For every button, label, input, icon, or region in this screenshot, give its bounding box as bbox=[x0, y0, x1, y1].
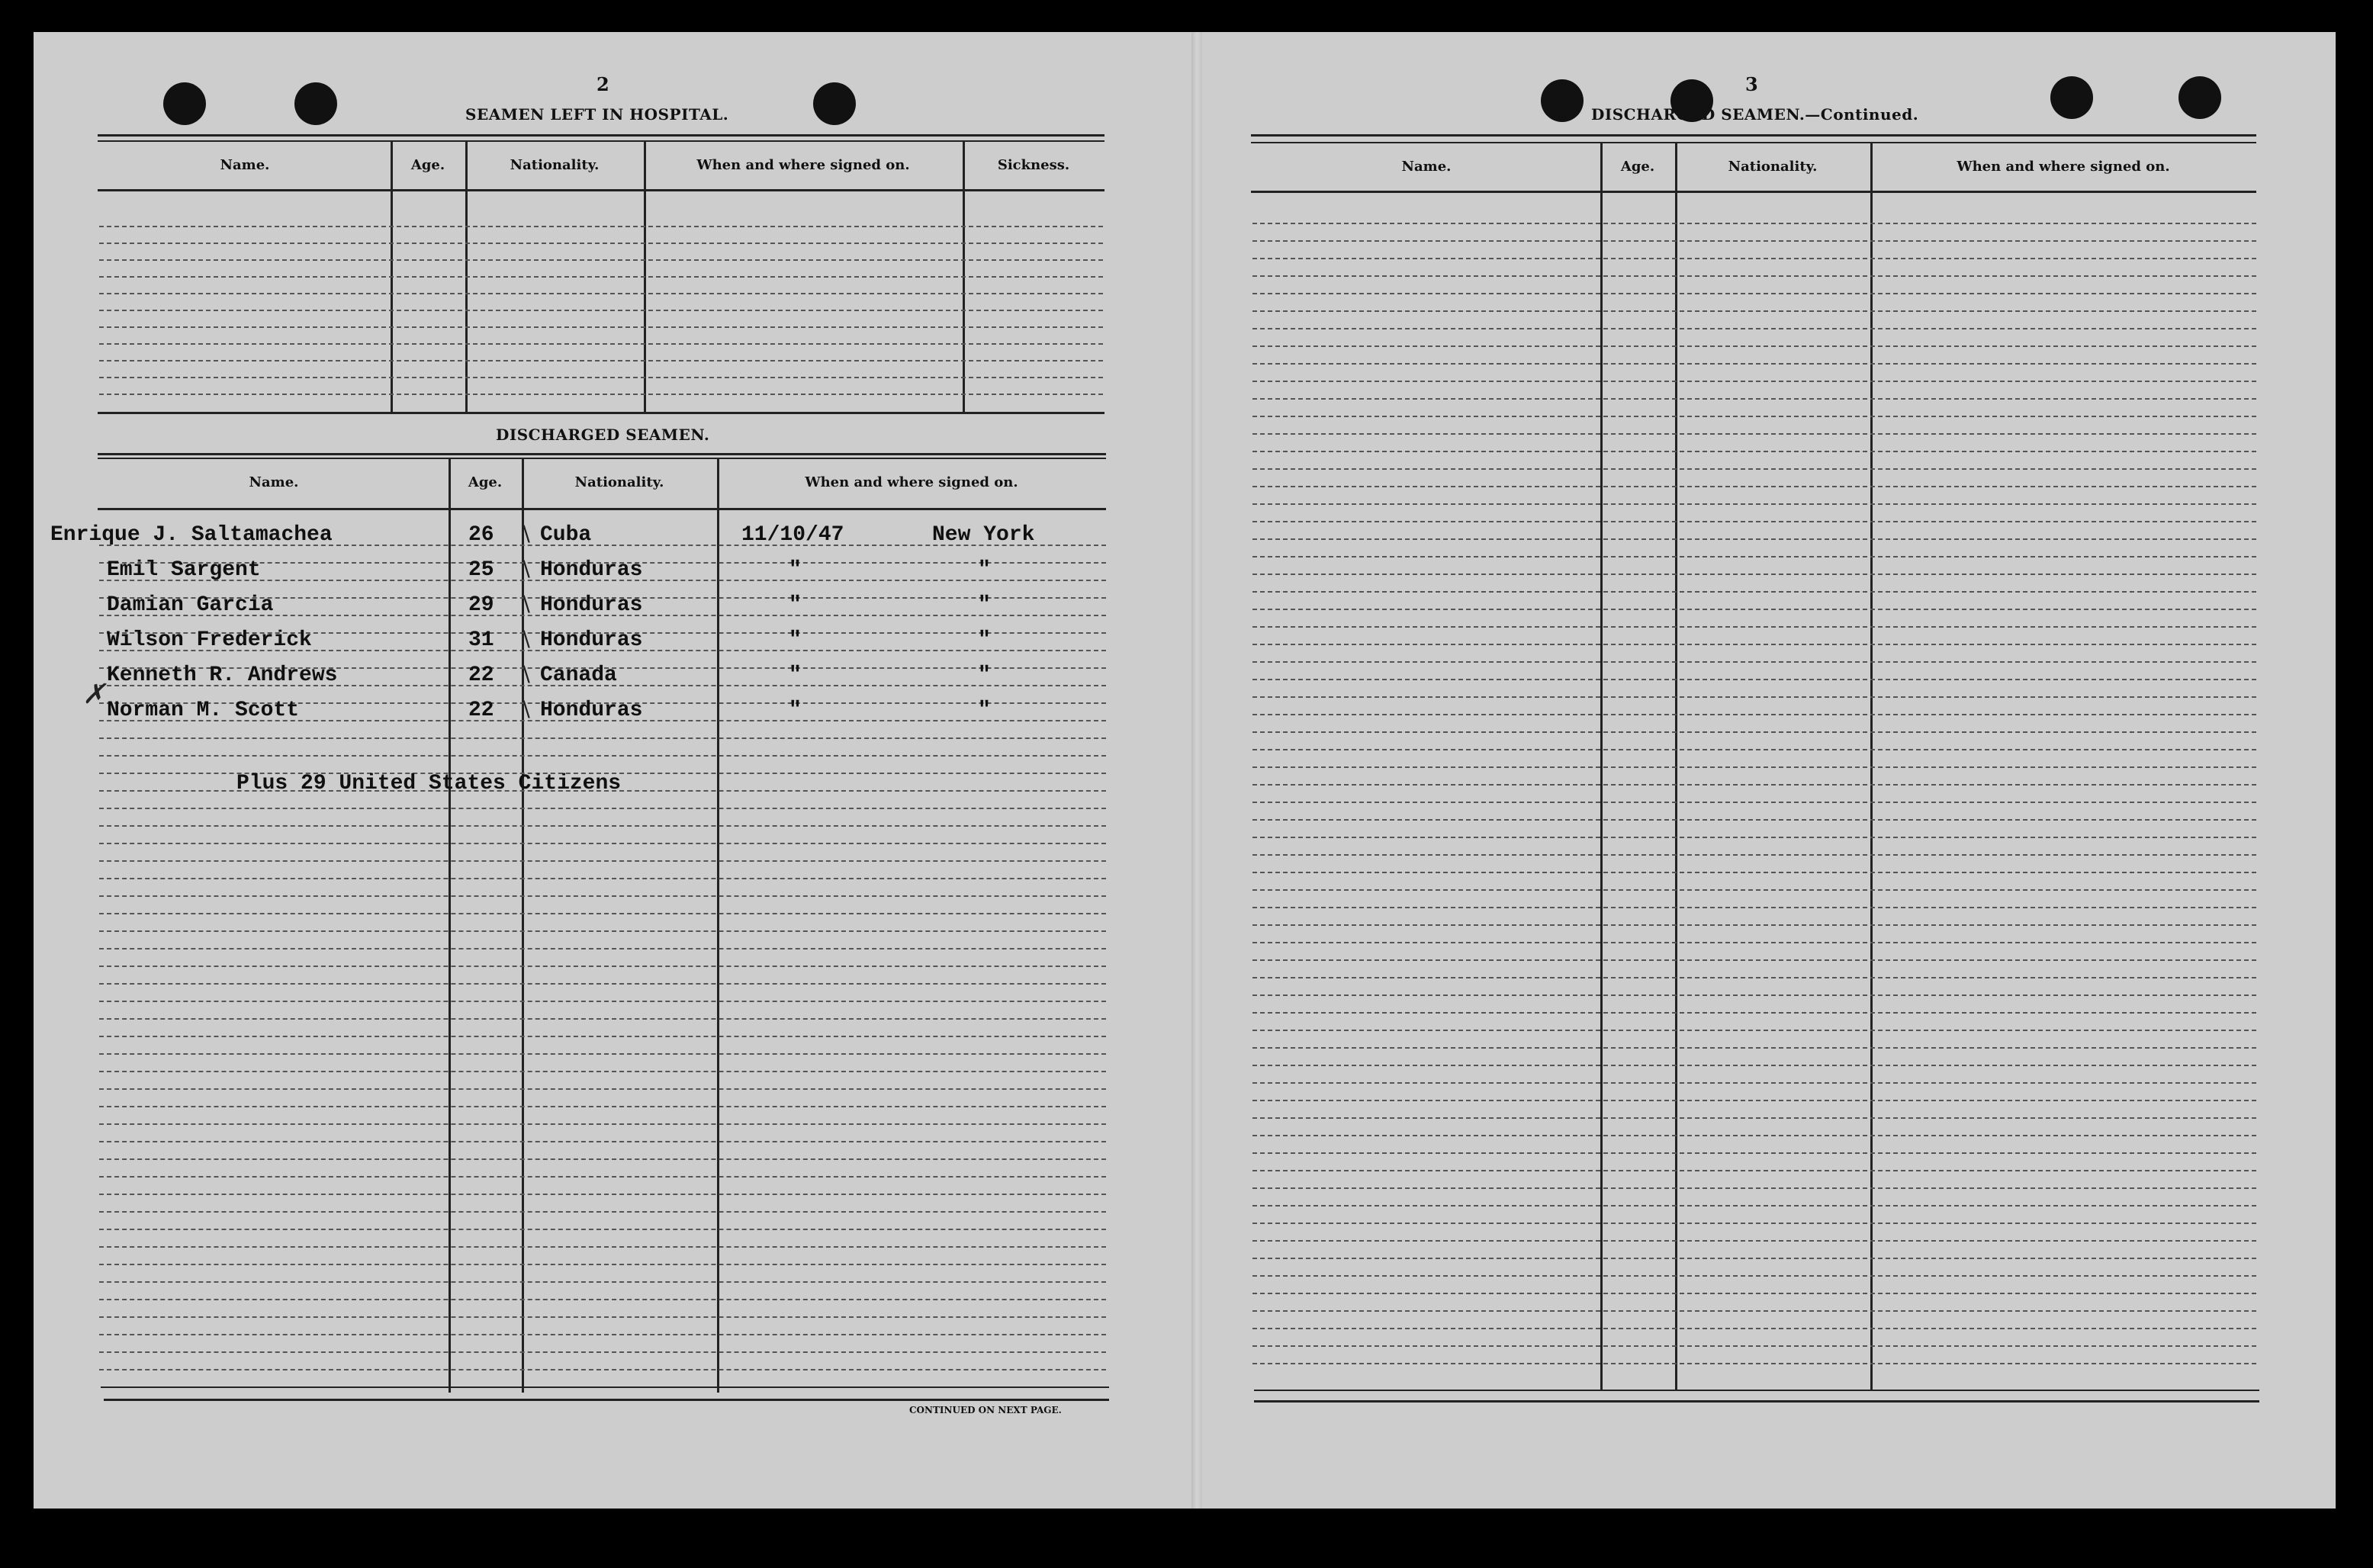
ruled-line bbox=[1252, 1223, 2256, 1224]
signed-on-date: " bbox=[789, 628, 802, 652]
ruled-line bbox=[1252, 714, 2256, 715]
column-header: When and where signed on. bbox=[1957, 159, 2170, 175]
ruled-line bbox=[1252, 363, 2256, 365]
discharged-bottom-rule bbox=[101, 1386, 1109, 1388]
ruled-line bbox=[1252, 1135, 2256, 1136]
ruled-line bbox=[1252, 398, 2256, 400]
ruled-line bbox=[99, 360, 1103, 361]
ruled-line bbox=[1252, 591, 2256, 593]
ruled-line bbox=[1252, 1363, 2256, 1364]
ruled-line bbox=[1252, 837, 2256, 838]
ruled-line bbox=[99, 895, 1106, 897]
ruled-line bbox=[1252, 1310, 2256, 1312]
signed-on-place: " bbox=[978, 664, 991, 687]
ruled-line bbox=[99, 1141, 1106, 1142]
signed-on-place: " bbox=[978, 593, 991, 617]
ruled-line bbox=[1252, 1328, 2256, 1329]
seaman-nationality: Honduras bbox=[540, 558, 643, 582]
seaman-name: Kenneth R. Andrews bbox=[107, 664, 338, 687]
ruled-line bbox=[1252, 328, 2256, 329]
ruled-line bbox=[1252, 275, 2256, 277]
ruled-line bbox=[1252, 977, 2256, 978]
ruled-line bbox=[1252, 1240, 2256, 1242]
tick-mark: ∖ bbox=[519, 627, 532, 652]
ruled-line bbox=[1252, 889, 2256, 891]
seaman-age: 22 bbox=[468, 664, 494, 687]
ruled-line bbox=[1252, 1047, 2256, 1049]
ruled-line bbox=[99, 843, 1106, 844]
ruled-line bbox=[99, 1246, 1106, 1248]
ruled-line bbox=[99, 1299, 1106, 1300]
ruled-line bbox=[1252, 784, 2256, 786]
ruled-line bbox=[1252, 451, 2256, 452]
discharged-heading: DISCHARGED SEAMEN. bbox=[496, 426, 710, 444]
ruled-line bbox=[99, 326, 1103, 328]
ruled-line bbox=[99, 226, 1103, 227]
column-header: Name. bbox=[1401, 159, 1452, 175]
seaman-name: Damian Garcia bbox=[107, 593, 274, 617]
ruled-line bbox=[1252, 924, 2256, 926]
ruled-line bbox=[1252, 731, 2256, 733]
ruled-line bbox=[99, 1229, 1106, 1230]
ruled-line bbox=[99, 1036, 1106, 1037]
ruled-line bbox=[99, 1123, 1106, 1125]
signed-on-place: " bbox=[978, 628, 991, 652]
page-fold bbox=[1191, 32, 1202, 1509]
signed-on-date: " bbox=[789, 593, 802, 617]
ruled-line bbox=[1252, 907, 2256, 908]
seaman-age: 22 bbox=[468, 699, 494, 722]
punch-hole bbox=[294, 82, 337, 125]
ruled-line bbox=[99, 825, 1106, 827]
ruled-line bbox=[1252, 1030, 2256, 1031]
left-page-number: 2 bbox=[596, 73, 609, 95]
ruled-line bbox=[99, 930, 1106, 932]
ruled-line bbox=[99, 755, 1106, 757]
punch-hole bbox=[813, 82, 856, 125]
ruled-line bbox=[99, 1071, 1106, 1072]
ruled-line bbox=[1252, 416, 2256, 417]
ruled-line bbox=[99, 737, 1106, 739]
ruled-line bbox=[99, 1106, 1106, 1107]
signed-on-place: " bbox=[978, 699, 991, 722]
discharged-bottom-rule-2 bbox=[104, 1399, 1109, 1401]
seaman-name: Wilson Frederick bbox=[107, 628, 312, 652]
ruled-line bbox=[1252, 1258, 2256, 1259]
ruled-line bbox=[99, 1194, 1106, 1195]
ruled-line bbox=[1252, 521, 2256, 522]
column-header: Nationality. bbox=[574, 474, 664, 490]
ruled-line bbox=[99, 1351, 1106, 1353]
seaman-nationality: Canada bbox=[540, 664, 617, 687]
ruled-line bbox=[1252, 1275, 2256, 1277]
ruled-line bbox=[1252, 381, 2256, 382]
seaman-age: 25 bbox=[468, 558, 494, 582]
ruled-line bbox=[1252, 1082, 2256, 1084]
ruled-line bbox=[99, 243, 1103, 244]
ruled-line bbox=[99, 913, 1106, 914]
ruled-line bbox=[1252, 258, 2256, 259]
ruled-line bbox=[99, 1088, 1106, 1090]
ruled-line bbox=[99, 948, 1106, 949]
ruled-line bbox=[99, 1176, 1106, 1178]
hospital-header-rule bbox=[98, 140, 1105, 142]
ruled-line bbox=[1252, 942, 2256, 943]
right-bottom-rule bbox=[1254, 1390, 2259, 1391]
column-header: Age. bbox=[1620, 159, 1655, 175]
ruled-line bbox=[1252, 661, 2256, 663]
hospital-subheader-rule bbox=[98, 189, 1105, 191]
discharged-header-rule bbox=[98, 458, 1106, 459]
ruled-line bbox=[1252, 679, 2256, 680]
punch-hole bbox=[2178, 76, 2221, 119]
punch-hole bbox=[1541, 79, 1584, 122]
ruled-line bbox=[1252, 1117, 2256, 1119]
right-page-number: 3 bbox=[1745, 73, 1758, 95]
ruled-line bbox=[99, 860, 1106, 862]
ruled-line bbox=[99, 1158, 1106, 1160]
ruled-line bbox=[1252, 345, 2256, 347]
ruled-line bbox=[1252, 644, 2256, 645]
ruled-line bbox=[1252, 766, 2256, 768]
ruled-line bbox=[1252, 1293, 2256, 1294]
ruled-line bbox=[1252, 503, 2256, 505]
seaman-age: 31 bbox=[468, 628, 494, 652]
tick-mark: ∖ bbox=[519, 557, 532, 582]
ruled-line bbox=[1252, 1187, 2256, 1189]
discharged-top-rule bbox=[98, 453, 1106, 455]
ruled-line bbox=[99, 259, 1103, 261]
ruled-line bbox=[99, 1281, 1106, 1283]
seaman-age: 29 bbox=[468, 593, 494, 617]
punch-hole bbox=[2050, 76, 2093, 119]
seaman-name: Norman M. Scott bbox=[107, 699, 300, 722]
ruled-line bbox=[99, 276, 1103, 278]
seaman-name: Emil Sargent bbox=[107, 558, 261, 582]
ruled-line bbox=[99, 394, 1103, 395]
tick-mark: ∖ bbox=[519, 697, 532, 722]
ruled-line bbox=[1252, 556, 2256, 557]
signed-on-date: " bbox=[789, 699, 802, 722]
ruled-line bbox=[99, 1018, 1106, 1020]
ruled-line bbox=[1252, 293, 2256, 294]
ruled-line bbox=[1252, 854, 2256, 856]
column-header: Nationality. bbox=[1728, 159, 1818, 175]
continued-footer: CONTINUED ON NEXT PAGE. bbox=[909, 1405, 1062, 1415]
ruled-line bbox=[99, 1316, 1106, 1318]
seaman-age: 26 bbox=[468, 523, 494, 547]
right-header-rule bbox=[1251, 142, 2256, 143]
ruled-line bbox=[1252, 574, 2256, 575]
right-heading: DISCHARGED SEAMEN.—Continued. bbox=[1591, 105, 1919, 124]
ruled-line bbox=[1252, 1345, 2256, 1347]
seaman-nationality: Honduras bbox=[540, 593, 643, 617]
signed-on-date: 11/10/47 bbox=[741, 523, 844, 547]
ruled-line bbox=[1252, 802, 2256, 803]
ruled-line bbox=[99, 1001, 1106, 1002]
column-header: Age. bbox=[410, 157, 445, 173]
right-bottom-rule-2 bbox=[1254, 1400, 2259, 1403]
discharged-subheader-rule bbox=[98, 508, 1106, 510]
ruled-line bbox=[99, 377, 1103, 378]
ruled-line bbox=[1252, 538, 2256, 540]
ruled-line bbox=[1252, 223, 2256, 224]
ruled-line bbox=[1252, 749, 2256, 750]
column-header: Name. bbox=[220, 157, 270, 173]
column-header: Name. bbox=[249, 474, 299, 490]
ruled-line bbox=[99, 1053, 1106, 1055]
seaman-nationality: Honduras bbox=[540, 699, 643, 722]
ruled-line bbox=[1252, 994, 2256, 996]
right-subheader-rule bbox=[1251, 191, 2256, 193]
hospital-bottom-rule bbox=[98, 412, 1105, 414]
seaman-nationality: Cuba bbox=[540, 523, 592, 547]
ruled-line bbox=[99, 343, 1103, 345]
ruled-line bbox=[1252, 486, 2256, 487]
ruled-line bbox=[99, 293, 1103, 294]
ruled-line bbox=[1252, 609, 2256, 610]
ruled-line bbox=[1252, 959, 2256, 961]
column-header: When and where signed on. bbox=[696, 157, 910, 173]
hospital-heading: SEAMEN LEFT IN HOSPITAL. bbox=[465, 105, 729, 124]
ruled-line bbox=[1252, 468, 2256, 470]
ruled-line bbox=[99, 1369, 1106, 1370]
seaman-name: Enrique J. Saltamachea bbox=[50, 523, 333, 547]
ruled-line bbox=[1252, 872, 2256, 873]
column-header: Sickness. bbox=[997, 157, 1070, 173]
ruled-line bbox=[1252, 1152, 2256, 1154]
signed-on-date: " bbox=[789, 558, 802, 582]
tick-mark: ∖ bbox=[519, 592, 532, 617]
ruled-line bbox=[99, 1334, 1106, 1335]
ruled-line bbox=[1252, 626, 2256, 628]
ruled-line bbox=[99, 1264, 1106, 1265]
column-header: Age. bbox=[468, 474, 503, 490]
ruled-line bbox=[99, 966, 1106, 967]
ruled-line bbox=[99, 983, 1106, 985]
ruled-line bbox=[99, 1211, 1106, 1213]
right-top-rule bbox=[1251, 134, 2256, 137]
ruled-line bbox=[1252, 1170, 2256, 1171]
signed-on-place: " bbox=[978, 558, 991, 582]
citizens-note: Plus 29 United States Citizens bbox=[236, 772, 622, 795]
punch-hole bbox=[163, 82, 206, 125]
document-sheet bbox=[34, 32, 2336, 1509]
ruled-line bbox=[1252, 310, 2256, 312]
ruled-line bbox=[1252, 1205, 2256, 1207]
tick-mark: ∖ bbox=[519, 522, 532, 547]
ruled-line bbox=[99, 808, 1106, 809]
signed-on-place: New York bbox=[932, 523, 1035, 547]
ruled-line bbox=[1252, 696, 2256, 698]
column-header: Nationality. bbox=[510, 157, 600, 173]
ruled-line bbox=[1252, 1012, 2256, 1014]
ruled-line bbox=[99, 878, 1106, 879]
ruled-line bbox=[1252, 819, 2256, 821]
handwritten-check-mark: ✗ bbox=[82, 679, 106, 710]
column-header: When and where signed on. bbox=[805, 474, 1018, 490]
tick-mark: ∖ bbox=[519, 662, 532, 687]
ruled-line bbox=[1252, 240, 2256, 242]
signed-on-date: " bbox=[789, 664, 802, 687]
ruled-line bbox=[1252, 1100, 2256, 1101]
ruled-line bbox=[99, 310, 1103, 311]
ruled-line bbox=[1252, 433, 2256, 435]
hospital-top-rule bbox=[98, 134, 1105, 137]
ruled-line bbox=[1252, 1065, 2256, 1066]
seaman-nationality: Honduras bbox=[540, 628, 643, 652]
